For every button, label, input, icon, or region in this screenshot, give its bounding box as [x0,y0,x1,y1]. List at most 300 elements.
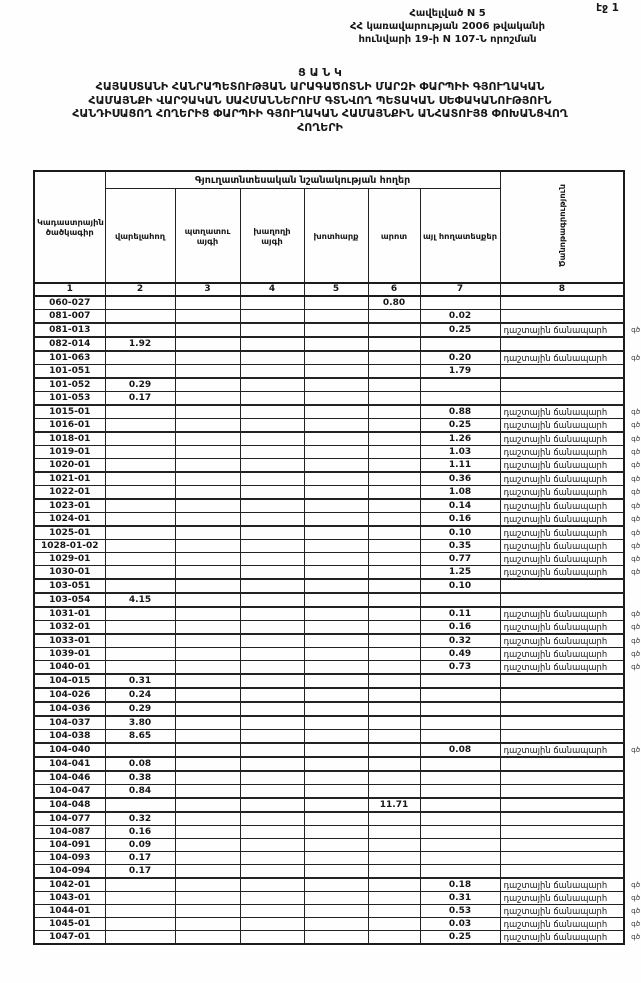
margin-mark: գծ [631,435,641,443]
cadastral-code-cell: 1028-01-02 [34,540,105,553]
table-row [34,472,624,486]
area-value-cell [240,432,304,446]
area-value-cell [368,607,420,621]
area-value-cell [368,472,420,486]
column-number: 2 [105,283,175,296]
margin-mark: գծ [631,637,641,645]
table-row [34,432,624,446]
area-value-cell [368,661,420,675]
column-number: 7 [420,283,500,296]
note-cell [500,839,624,852]
area-value-cell [304,878,368,892]
cadastral-code-cell: 104-037 [34,716,105,730]
area-value-cell [175,486,240,500]
table-row [34,661,624,675]
cadastral-code-cell: 1039-01 [34,648,105,661]
cadastral-code-cell: 1019-01 [34,446,105,459]
area-value-cell [175,757,240,771]
area-value-cell [240,839,304,852]
table-row [34,878,624,892]
area-value-cell [175,878,240,892]
cadastral-code-cell: 081-007 [34,310,105,324]
column-number: 5 [304,283,368,296]
table-row [34,296,624,310]
area-value-cell [105,486,175,500]
table-row [34,607,624,621]
area-value-cell [240,392,304,406]
area-value-cell [420,702,500,716]
cadastral-code-cell: 104-087 [34,826,105,839]
area-value-cell [304,351,368,365]
area-value-cell [368,702,420,716]
note-cell [500,771,624,785]
area-value-cell [240,323,304,337]
area-value-cell [368,378,420,392]
cadastral-code-cell: 1024-01 [34,513,105,527]
area-value-cell [105,499,175,513]
cadastral-code-cell: 1044-01 [34,905,105,918]
area-value-cell [175,865,240,879]
table-row [34,812,624,826]
table-row [34,540,624,553]
note-cell: դաշտային ճանապարհ գծ [500,513,624,527]
area-value-cell [368,579,420,593]
area-value-cell [175,323,240,337]
area-value-cell [368,905,420,918]
area-value-cell [240,798,304,812]
area-value-cell [175,432,240,446]
table-row [34,798,624,812]
note-cell: դաշտային ճանապարհ գծ [500,648,624,661]
area-value-cell [105,931,175,945]
area-value-cell [175,472,240,486]
area-value-cell [175,839,240,852]
cadastral-code-cell: 101-063 [34,351,105,365]
area-value-cell [420,378,500,392]
area-value-cell [240,743,304,757]
area-value-cell [105,743,175,757]
header-fruit-orchard: պտղատու այգի [175,189,240,284]
area-value-cell: 0.14 [420,499,500,513]
area-value-cell [240,757,304,771]
area-value-cell: 0.35 [420,540,500,553]
area-value-cell [368,553,420,566]
area-value-cell: 0.11 [420,607,500,621]
table-row [34,905,624,918]
appendix-line: Հավելված N 5 [409,8,486,19]
note-cell: դաշտային ճանապարհ գծ [500,918,624,931]
header-cadastral-code: Կադաստրային ծածկագիր [34,171,105,283]
cadastral-code-cell: 101-051 [34,365,105,379]
area-value-cell [368,865,420,879]
area-value-cell [240,931,304,945]
area-value-cell [368,310,420,324]
area-value-cell [304,459,368,473]
table-row [34,310,624,324]
area-value-cell: 0.88 [420,405,500,419]
area-value-cell [105,310,175,324]
area-value-cell [105,472,175,486]
area-value-cell [304,540,368,553]
area-value-cell: 0.32 [105,812,175,826]
header-other-lands: այլ հողատեսքեր [420,189,500,284]
area-value-cell [105,878,175,892]
area-value-cell [175,351,240,365]
area-value-cell [304,661,368,675]
table-row [34,579,624,593]
title-line: ՀՈՂԵՐԻ [297,121,343,135]
note-cell [500,579,624,593]
area-value-cell: 0.17 [105,852,175,865]
area-value-cell [368,446,420,459]
area-value-cell [240,593,304,607]
area-value-cell [368,716,420,730]
table-row [34,378,624,392]
cadastral-code-cell: 1030-01 [34,566,105,580]
area-value-cell: 0.10 [420,526,500,540]
area-value-cell [240,365,304,379]
note-cell: դաշտային ճանապարհ գծ [500,499,624,513]
area-value-cell: 0.20 [420,351,500,365]
area-value-cell: 1.08 [420,486,500,500]
area-value-cell [105,323,175,337]
table-row [34,365,624,379]
area-value-cell [175,743,240,757]
area-value-cell [304,566,368,580]
area-value-cell: 0.29 [105,378,175,392]
note-cell [500,826,624,839]
area-value-cell [368,730,420,744]
table-row [34,419,624,433]
area-value-cell: 0.84 [105,785,175,799]
area-value-cell [420,812,500,826]
note-cell: դաշտային ճանապարհ գծ [500,661,624,675]
margin-mark: գծ [631,502,641,510]
area-value-cell [368,688,420,702]
area-value-cell [368,878,420,892]
area-value-cell [368,392,420,406]
area-value-cell: 1.92 [105,337,175,351]
table-row [34,351,624,365]
table-row [34,716,624,730]
area-value-cell [175,661,240,675]
area-value-cell: 1.03 [420,446,500,459]
area-value-cell [240,826,304,839]
title-line: ՀԱՄԱՅՆՔԻ ՎԱՐՉԱԿԱՆ ՍԱՀՄԱՆՆԵՐՈՒՄ ԳՏՆՎՈՂ ՊԵՏԱԿԱՆ ՍԵՓԱԿԱՆՈՒԹՅՈՒՆ [88,93,552,107]
area-value-cell [368,918,420,931]
area-value-cell [175,716,240,730]
area-value-cell [304,607,368,621]
area-value-cell [304,634,368,648]
note-cell [500,296,624,310]
area-value-cell [304,688,368,702]
cadastral-code-cell: 1029-01 [34,553,105,566]
area-value-cell [368,513,420,527]
area-value-cell [240,716,304,730]
cadastral-code-cell: 104-077 [34,812,105,826]
area-value-cell [304,513,368,527]
area-value-cell [240,607,304,621]
cadastral-code-cell: 101-052 [34,378,105,392]
area-value-cell [240,472,304,486]
note-cell: դաշտային ճանապարհ գծ [500,621,624,635]
area-value-cell: 0.80 [368,296,420,310]
cadastral-code-cell: 1033-01 [34,634,105,648]
header-vineyard: խաղողի այգի [240,189,304,284]
area-value-cell: 0.25 [420,931,500,945]
note-cell: դաշտային ճանապարհ գծ [500,526,624,540]
area-value-cell [240,730,304,744]
note-cell [500,378,624,392]
area-value-cell [175,798,240,812]
area-value-cell [304,296,368,310]
note-cell [500,593,624,607]
area-value-cell [368,826,420,839]
area-value-cell [175,446,240,459]
note-cell: դաշտային ճանապարհ գծ [500,405,624,419]
area-value-cell [105,566,175,580]
cadastral-code-cell: 1021-01 [34,472,105,486]
area-value-cell: 0.16 [420,513,500,527]
margin-mark: գծ [631,933,641,941]
area-value-cell [420,785,500,799]
table-row [34,730,624,744]
table-row [34,743,624,757]
margin-mark: գծ [631,529,641,537]
area-value-cell [105,432,175,446]
area-value-cell [105,419,175,433]
area-value-cell [175,296,240,310]
table-body [34,296,641,944]
note-cell: դաշտային ճանապարհ գծ [500,323,624,337]
table-row [34,826,624,839]
note-cell: դաշտային ճանապարհ գծ [500,486,624,500]
area-value-cell [420,337,500,351]
area-value-cell [368,526,420,540]
margin-mark: գծ [631,408,641,416]
area-value-cell [304,865,368,879]
table-row [34,446,624,459]
title-line: ՀԱՆԴԻՍԱՑՈՂ ՀՈՂԵՐԻՑ ՓԱՐՊԻԻ ԳՅՈՒՂԱԿԱՆ ՀԱՄԱՅՆՔԻՆ ԱՆՀԱՏՈՒՅՑ ՓՈԽԱՆՑՎՈՂ [72,107,568,121]
area-value-cell [368,674,420,688]
area-value-cell [304,621,368,635]
cadastral-code-cell: 104-036 [34,702,105,716]
area-value-cell: 0.24 [105,688,175,702]
area-value-cell: 1.11 [420,459,500,473]
area-value-cell [368,432,420,446]
table-row [34,771,624,785]
area-value-cell [240,446,304,459]
table-row [34,852,624,865]
area-value-cell [304,472,368,486]
cadastral-code-cell: 060-027 [34,296,105,310]
header-arable: վարելահող [105,189,175,284]
area-value-cell [175,310,240,324]
area-value-cell [304,918,368,931]
area-value-cell [175,812,240,826]
margin-mark: գծ [631,610,641,618]
area-value-cell [175,337,240,351]
area-value-cell [304,323,368,337]
area-value-cell [175,852,240,865]
note-cell [500,852,624,865]
area-value-cell [240,688,304,702]
margin-mark: գծ [631,542,641,550]
area-value-cell [420,716,500,730]
area-value-cell [304,499,368,513]
area-value-cell [240,351,304,365]
cadastral-code-cell: 1023-01 [34,499,105,513]
area-value-cell [368,812,420,826]
header-pasture: արոտ [368,189,420,284]
area-value-cell [304,771,368,785]
area-value-cell [175,905,240,918]
area-value-cell [420,296,500,310]
area-value-cell [304,486,368,500]
table-row [34,634,624,648]
area-value-cell [175,392,240,406]
table-row [34,621,624,635]
area-value-cell [368,405,420,419]
area-value-cell [420,798,500,812]
area-value-cell [175,607,240,621]
table-row [34,648,624,661]
area-value-cell [304,839,368,852]
note-cell: դաշտային ճանապարհ գծ [500,892,624,905]
header-span-row [34,171,624,189]
column-number: 1 [34,283,105,296]
area-value-cell [304,419,368,433]
cadastral-code-cell: 104-040 [34,743,105,757]
area-value-cell [105,351,175,365]
area-value-cell [105,526,175,540]
area-value-cell [240,702,304,716]
note-cell [500,716,624,730]
area-value-cell [240,812,304,826]
margin-mark: գծ [631,623,641,631]
area-value-cell [368,365,420,379]
cadastral-code-cell: 1040-01 [34,661,105,675]
area-value-cell: 0.73 [420,661,500,675]
note-cell [500,392,624,406]
area-value-cell [175,499,240,513]
area-value-cell [175,540,240,553]
note-cell [500,688,624,702]
area-value-cell [304,852,368,865]
area-value-cell [240,499,304,513]
area-value-cell [304,743,368,757]
cadastral-code-cell: 104-093 [34,852,105,865]
area-value-cell [175,553,240,566]
note-cell: դաշտային ճանապարհ գծ [500,634,624,648]
cadastral-code-cell: 1025-01 [34,526,105,540]
area-value-cell [175,365,240,379]
table-row [34,757,624,771]
area-value-cell [304,905,368,918]
area-value-cell [368,743,420,757]
area-value-cell [420,771,500,785]
area-value-cell [304,446,368,459]
area-value-cell [240,771,304,785]
table-row [34,499,624,513]
area-value-cell: 0.17 [105,865,175,879]
table-row [34,865,624,879]
cadastral-code-cell: 1022-01 [34,486,105,500]
area-value-cell [304,432,368,446]
table-row [34,392,624,406]
margin-mark: գծ [631,907,641,915]
area-value-cell [368,337,420,351]
cadastral-code-cell: 104-026 [34,688,105,702]
area-value-cell [304,648,368,661]
margin-mark: գծ [631,568,641,576]
area-value-cell [420,865,500,879]
note-cell [500,674,624,688]
title-line: Ց Ա Ն Կ [298,66,342,79]
note-cell: դաշտային ճանապարհ գծ [500,553,624,566]
area-value-cell [368,323,420,337]
area-value-cell [240,337,304,351]
area-value-cell [368,771,420,785]
table-row [34,785,624,799]
note-cell: դաշտային ճանապարհ գծ [500,459,624,473]
area-value-cell [105,918,175,931]
header-numbers-row [34,283,624,296]
cadastral-code-cell: 104-046 [34,771,105,785]
cadastral-code-cell: 104-047 [34,785,105,799]
table-row [34,405,624,419]
area-value-cell [175,593,240,607]
area-value-cell [420,688,500,702]
margin-mark: գծ [631,894,641,902]
area-value-cell [240,674,304,688]
area-value-cell [175,459,240,473]
area-value-cell [175,674,240,688]
area-value-cell: 1.79 [420,365,500,379]
note-cell: դաշտային ճանապարհ գծ [500,607,624,621]
area-value-cell [368,499,420,513]
note-cell: դաշտային ճանապարհ գծ [500,419,624,433]
area-value-cell [240,540,304,553]
area-value-cell [240,865,304,879]
table-row [34,674,624,688]
margin-mark: գծ [631,920,641,928]
area-value-cell [175,918,240,931]
area-value-cell: 0.32 [420,634,500,648]
land-parcels-table [33,170,641,945]
note-cell [500,812,624,826]
area-value-cell [304,730,368,744]
area-value-cell [304,826,368,839]
note-cell: դաշտային ճանապարհ գծ [500,566,624,580]
note-cell: դաշտային ճանապարհ գծ [500,743,624,757]
area-value-cell: 0.10 [420,579,500,593]
table-row [34,553,624,566]
area-value-cell [420,730,500,744]
cadastral-code-cell: 103-054 [34,593,105,607]
table-row [34,323,624,337]
area-value-cell: 0.16 [105,826,175,839]
table-row [34,688,624,702]
area-value-cell [240,892,304,905]
area-value-cell [304,553,368,566]
cadastral-code-cell: 103-051 [34,579,105,593]
table-row [34,702,624,716]
area-value-cell [240,905,304,918]
area-value-cell [240,513,304,527]
cadastral-code-cell: 104-015 [34,674,105,688]
cadastral-code-cell: 1043-01 [34,892,105,905]
